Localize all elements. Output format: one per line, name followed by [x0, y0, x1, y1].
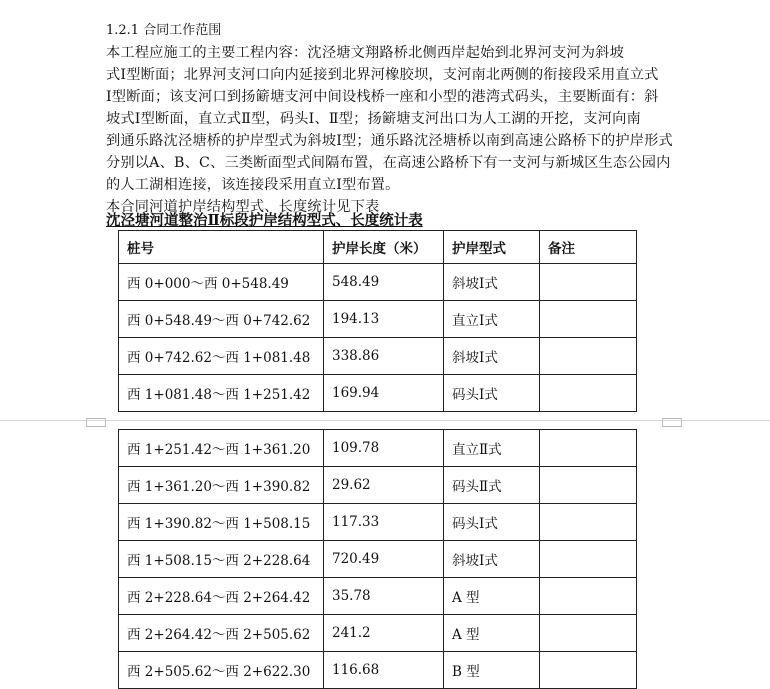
cell-length: 29.62 [324, 467, 444, 504]
cell-remarks [540, 541, 637, 578]
cell-chainage: 西 0+548.49～西 0+742.62 [119, 301, 324, 338]
right-margin-marker [662, 418, 682, 427]
paragraph-line: 的人工湖相连接，该连接段采用直立Ⅰ型布置。 [106, 177, 400, 193]
cell-chainage: 西 1+390.82～西 1+508.15 [119, 504, 324, 541]
cell-chainage: 西 1+081.48～西 1+251.42 [119, 375, 324, 412]
table-header-row [119, 231, 637, 264]
cell-chainage: 西 1+251.42～西 1+361.20 [119, 430, 324, 467]
revetment-table-page2 [118, 429, 637, 689]
cell-length: 338.86 [324, 338, 444, 375]
cell-type: A 型 [444, 578, 540, 615]
cell-chainage: 西 1+361.20～西 1+390.82 [119, 467, 324, 504]
cell-remarks [540, 375, 637, 412]
cell-remarks [540, 430, 637, 467]
paragraph-line: 本合同河道护岸结构型式、长度统计见下表 [106, 199, 380, 215]
header-type: 护岸型式 [444, 231, 540, 264]
header-remarks: 备注 [540, 231, 637, 264]
cell-length: 720.49 [324, 541, 444, 578]
cell-type: A 型 [444, 615, 540, 652]
paragraph-line: Ⅰ型断面；该支河口到扬簖塘支河中间设栈桥一座和小型的港湾式码头，主要断面有：斜 [106, 89, 659, 105]
section-heading: 1.2.1 合同工作范围 [106, 23, 222, 38]
cell-chainage: 西 0+000～西 0+548.49 [119, 264, 324, 301]
cell-remarks [540, 578, 637, 615]
cell-type: 斜坡Ⅰ式 [444, 541, 540, 578]
table-row [119, 301, 637, 338]
table-row [119, 467, 637, 504]
paragraph-line: 分别以A、B、C、三类断面型式间隔布置，在高速公路桥下有一支河与新城区生态公园内 [106, 155, 671, 171]
cell-remarks [540, 615, 637, 652]
cell-length: 117.33 [324, 504, 444, 541]
header-chainage: 桩号 [119, 231, 324, 264]
cell-remarks [540, 301, 637, 338]
cell-chainage: 西 2+228.64～西 2+264.42 [119, 578, 324, 615]
table-row [119, 615, 637, 652]
paragraph-line: 本工程应施工的主要工程内容：沈泾塘文翔路桥北侧西岸起始到北界河支河为斜坡 [106, 45, 624, 61]
table-row [119, 504, 637, 541]
paragraph-line: 坡式Ⅰ型断面，直立式Ⅱ型，码头Ⅰ、Ⅱ型；扬簖塘支河出口为人工湖的开挖，支河向南 [106, 111, 641, 127]
cell-type: B 型 [444, 652, 540, 689]
cell-chainage: 西 0+742.62～西 1+081.48 [119, 338, 324, 375]
table-caption: 沈泾塘河道整治Ⅱ标段护岸结构型式、长度统计表 [106, 212, 423, 229]
table-row [119, 578, 637, 615]
cell-chainage: 西 2+505.62～西 2+622.30 [119, 652, 324, 689]
header-length: 护岸长度（米） [324, 231, 444, 264]
cell-chainage: 西 1+508.15～西 2+228.64 [119, 541, 324, 578]
table-row [119, 430, 637, 467]
table-row [119, 375, 637, 412]
table-row [119, 652, 637, 689]
cell-length: 548.49 [324, 264, 444, 301]
cell-type: 直立Ⅱ式 [444, 430, 540, 467]
cell-length: 35.78 [324, 578, 444, 615]
cell-type: 斜坡Ⅰ式 [444, 264, 540, 301]
cell-length: 194.13 [324, 301, 444, 338]
cell-length: 116.68 [324, 652, 444, 689]
cell-type: 码头Ⅰ式 [444, 504, 540, 541]
cell-remarks [540, 467, 637, 504]
cell-remarks [540, 504, 637, 541]
left-margin-marker [86, 418, 106, 427]
cell-type: 直立Ⅰ式 [444, 301, 540, 338]
cell-type: 码头Ⅱ式 [444, 467, 540, 504]
table-row [119, 264, 637, 301]
paragraph-line: 到通乐路沈泾塘桥的护岸型式为斜坡Ⅰ型；通乐路沈泾塘桥以南到高速公路桥下的护岸形式 [106, 133, 673, 149]
page-break [0, 420, 770, 429]
table-row [119, 338, 637, 375]
cell-length: 109.78 [324, 430, 444, 467]
cell-chainage: 西 2+264.42～西 2+505.62 [119, 615, 324, 652]
cell-remarks [540, 338, 637, 375]
cell-remarks [540, 652, 637, 689]
cell-type: 码头Ⅰ式 [444, 375, 540, 412]
revetment-table-page1 [118, 230, 637, 412]
cell-type: 斜坡Ⅰ式 [444, 338, 540, 375]
cell-length: 241.2 [324, 615, 444, 652]
scope-paragraph [106, 42, 673, 218]
cell-remarks [540, 264, 637, 301]
cell-length: 169.94 [324, 375, 444, 412]
paragraph-line: 式Ⅰ型断面；北界河支河口向内延接到北界河橡胶坝，支河南北两侧的衔接段采用直立式 [106, 67, 659, 83]
table-row [119, 541, 637, 578]
